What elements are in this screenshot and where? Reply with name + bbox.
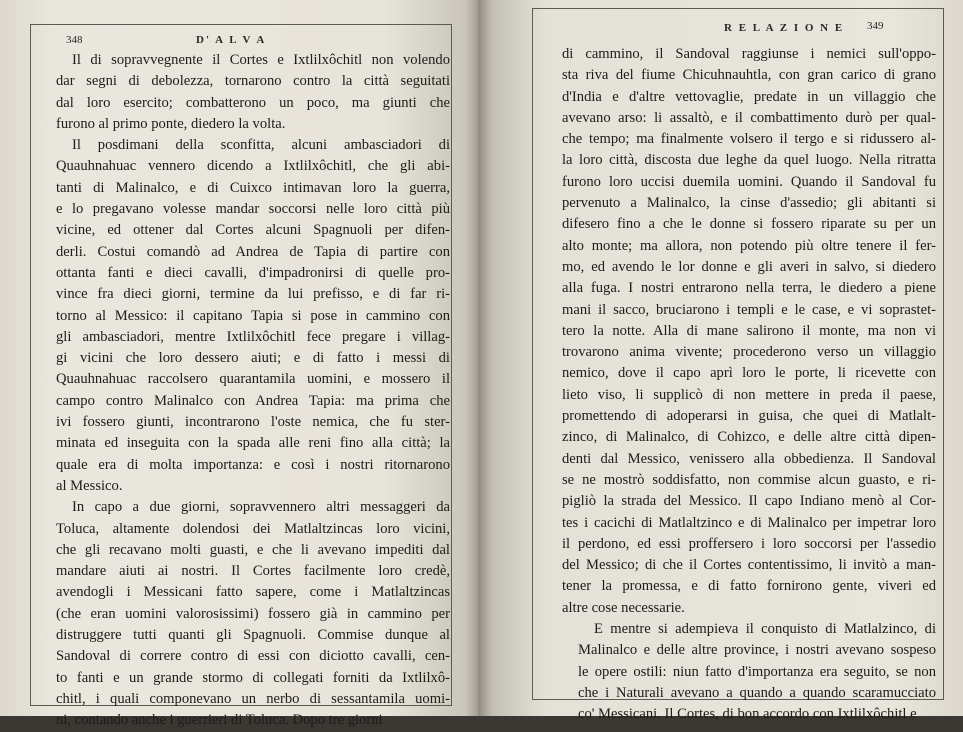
text-line: che tempo; ma finalmente volsero il tergo e si ridussero al- bbox=[562, 131, 936, 148]
text-line: che gli recavano molti guasti, e che li avevano impediti dal bbox=[56, 541, 450, 558]
text-line: vicine, ed ottener dal Cortes alcuni Spagnuoli per difen- bbox=[56, 222, 450, 239]
text-line: tener la promessa, e di fatto fornirono gente, viveri ed bbox=[562, 578, 936, 595]
text-line: Toluca, altamente dolendosi dei Matlaltzincas loro vicini, bbox=[56, 520, 450, 537]
text-line: dal loro esercito; combatterono un poco, ma giunti che bbox=[56, 94, 450, 111]
text-line: alto monte; ma allora, non potendo più oltre tenere il fer- bbox=[562, 237, 936, 254]
text-line: del Messico; di che il Cortes contentissimo, li invitò a man- bbox=[562, 557, 936, 574]
text-line: denti dal Messico, venissero alla obbedienza. Il Sandoval bbox=[562, 450, 936, 467]
text-line: difesero fino a che le donne si fossero riparate su per un bbox=[562, 216, 936, 233]
text-line: che i Naturali avevano a quando a quando scaramucciato bbox=[578, 684, 936, 701]
text-line: promettendo di adoperarsi in guisa, che quei di Matlalt- bbox=[562, 408, 936, 425]
text-line: le opere ostili: niun fatto d'importanza era seguito, se non bbox=[578, 663, 936, 680]
text-line: to fanti e un grande stormo di collegati forniti da Ixtlilxô- bbox=[56, 669, 450, 686]
text-line: chitl, i quali componevano un nerbo di sessantamila uomi- bbox=[56, 690, 450, 707]
text-line: Il di sopravvegnente il Cortes e Ixtlilxôchitl non volendo bbox=[72, 52, 450, 68]
body-text bbox=[40, 50, 450, 732]
text-line: dar segni di debolezza, tornarono contro la città seguitati bbox=[56, 73, 450, 90]
text-line: Malinalco e delle altre province, i nostri avevano sospeso bbox=[578, 642, 936, 659]
text-line: d'India e d'altre vettovaglie, predate in un villaggio che bbox=[562, 88, 936, 105]
text-line: distruggere tutti quanti gli Spagnuoli. Commise dunque al bbox=[56, 627, 450, 644]
text-line: gli ambasciadori, mentre Ixtlilxôchitl fece pregare i villag- bbox=[56, 328, 450, 345]
paragraph bbox=[562, 619, 936, 725]
text-line: furono al primo ponte, diedero la volta. bbox=[56, 115, 286, 132]
text-line: zinco, di Malinalco, di Cohizco, e delle altre città dipen- bbox=[562, 429, 936, 446]
text-line: Quauhnahuac vennero dicendo a Ixtlilxôchitl, che gli abi- bbox=[56, 158, 450, 175]
paragraph bbox=[40, 497, 450, 731]
text-line: al Messico. bbox=[56, 477, 123, 494]
text-line: mo, ed avendo le lor donne e gli averi in salvo, si diedero bbox=[562, 258, 936, 275]
text-line: Sandoval di correre contro di essi con diciotto cavalli, cen- bbox=[56, 648, 450, 665]
text-line: sta riva del fiume Chicuhnauhtla, con gran carico di grano bbox=[562, 67, 936, 84]
text-line: tanti di Malinalco, e di Cuixco intimavan loro la guerra, bbox=[56, 179, 450, 196]
paragraph bbox=[562, 44, 936, 619]
text-line: mani il sacco, bruciarono i templi e le case, e vi soprastet- bbox=[562, 301, 936, 318]
text-line: gi vicini che loro dessero aiuti; e di fatto i messi di bbox=[56, 350, 450, 367]
paragraph bbox=[40, 50, 450, 135]
text-line: e lo pregavano volesse mandar soccorsi nelle loro città più bbox=[56, 201, 450, 218]
page-number: 349 bbox=[867, 20, 884, 32]
left-page bbox=[0, 0, 480, 729]
running-head: D' A L V A bbox=[196, 34, 267, 46]
text-line: altre cose necessarie. bbox=[562, 599, 685, 616]
text-line: lieto viso, li supplicò di non mettere in preda il paese, bbox=[562, 386, 936, 403]
text-line: Quauhnahuac raccolsero quarantamila uomini, e mossero il bbox=[56, 371, 450, 388]
text-line: trovarono anima vivente; procederono verso un villaggio bbox=[562, 344, 936, 361]
text-line: E mentre si adempieva il conquisto di Matlalzinco, di bbox=[594, 621, 936, 638]
page-number: 348 bbox=[66, 34, 83, 46]
text-line: co' Messicani. Il Cortes, di bon accordo con Ixtlilxôchitl e bbox=[578, 706, 917, 723]
text-line: il perdono, ed essi proffersero i loro soccorsi per l'assedio bbox=[562, 535, 936, 552]
body-text bbox=[562, 44, 936, 726]
text-line: vince fra dieci giorni, termine da lui prefisso, e di far ri- bbox=[56, 286, 450, 303]
text-line: campo contro Malinalco con Andrea Tapia: ma prima che bbox=[56, 392, 450, 409]
text-line: quale era di molta importanza: e così i nostri ritornarono bbox=[56, 456, 450, 473]
running-head: R E L A Z I O N E bbox=[724, 22, 845, 34]
text-line: nemico, dove il capo aprì loro le porte, li ricevette con bbox=[562, 365, 936, 382]
text-line: (che eran uomini valorosissimi) fossero già in cammino per bbox=[56, 605, 450, 622]
text-line: se ne mostrò soddisfatto, non commise alcun guasto, e ri- bbox=[562, 471, 936, 488]
text-line: avendogli i Messicani fatto sapere, come i Matlaltzincas bbox=[56, 584, 450, 601]
text-line: derli. Costui comandò ad Andrea de Tapia di partire con bbox=[56, 243, 450, 260]
text-line: avevano arso: li assaltò, e il combattimento durò per qual- bbox=[562, 109, 936, 126]
right-page bbox=[478, 0, 963, 723]
text-line: di cammino, il Sandoval raggiunse i nemici sull'oppo- bbox=[562, 46, 936, 62]
text-line: alla fuga. I nostri entrarono nella terra, le diedero a piene bbox=[562, 280, 936, 297]
text-line: torno al Messico: il capitano Tapia si pose in cammino con bbox=[56, 307, 450, 324]
text-line: pigliò la strada del Messico. Il capo Indiano menò al Cor- bbox=[562, 493, 936, 510]
text-line: tero la notte. Alla di mane salirono il monte, ma non vi bbox=[562, 322, 936, 339]
text-line: ivi fossero giunti, incontrarono l'oste nemica, che fu ster- bbox=[56, 414, 450, 431]
text-line: minata ed inseguita con la spada alle reni fino alla città; la bbox=[56, 435, 450, 452]
text-line: ottanta fanti e dieci cavalli, d'impadronirsi di quelle pro- bbox=[56, 264, 450, 281]
text-line: pervenuto a Malinalco, la cinse d'assedio; gli abitanti si bbox=[562, 195, 936, 212]
text-line: furono loro uccisi duemila uomini. Quando il Sandoval fu bbox=[562, 173, 936, 190]
text-line: la loro città, discosta due leghe da quel luogo. Nella ritratta bbox=[562, 152, 936, 169]
text-line: ni, contando anche i guerrieri di Toluca. Dopo tre giorni bbox=[56, 712, 383, 729]
text-line: In capo a due giorni, sopravvennero altri messaggeri da bbox=[72, 499, 450, 516]
text-line: Il posdimani della sconfitta, alcuni ambasciadori di bbox=[72, 137, 450, 154]
text-line: tes i cacichi di Matlaltzinco e di Malinalco per impetrar loro bbox=[562, 514, 936, 531]
paragraph bbox=[40, 135, 450, 497]
text-line: mandare aiuti ai nostri. Il Cortes facilmente loro credè, bbox=[56, 563, 450, 580]
